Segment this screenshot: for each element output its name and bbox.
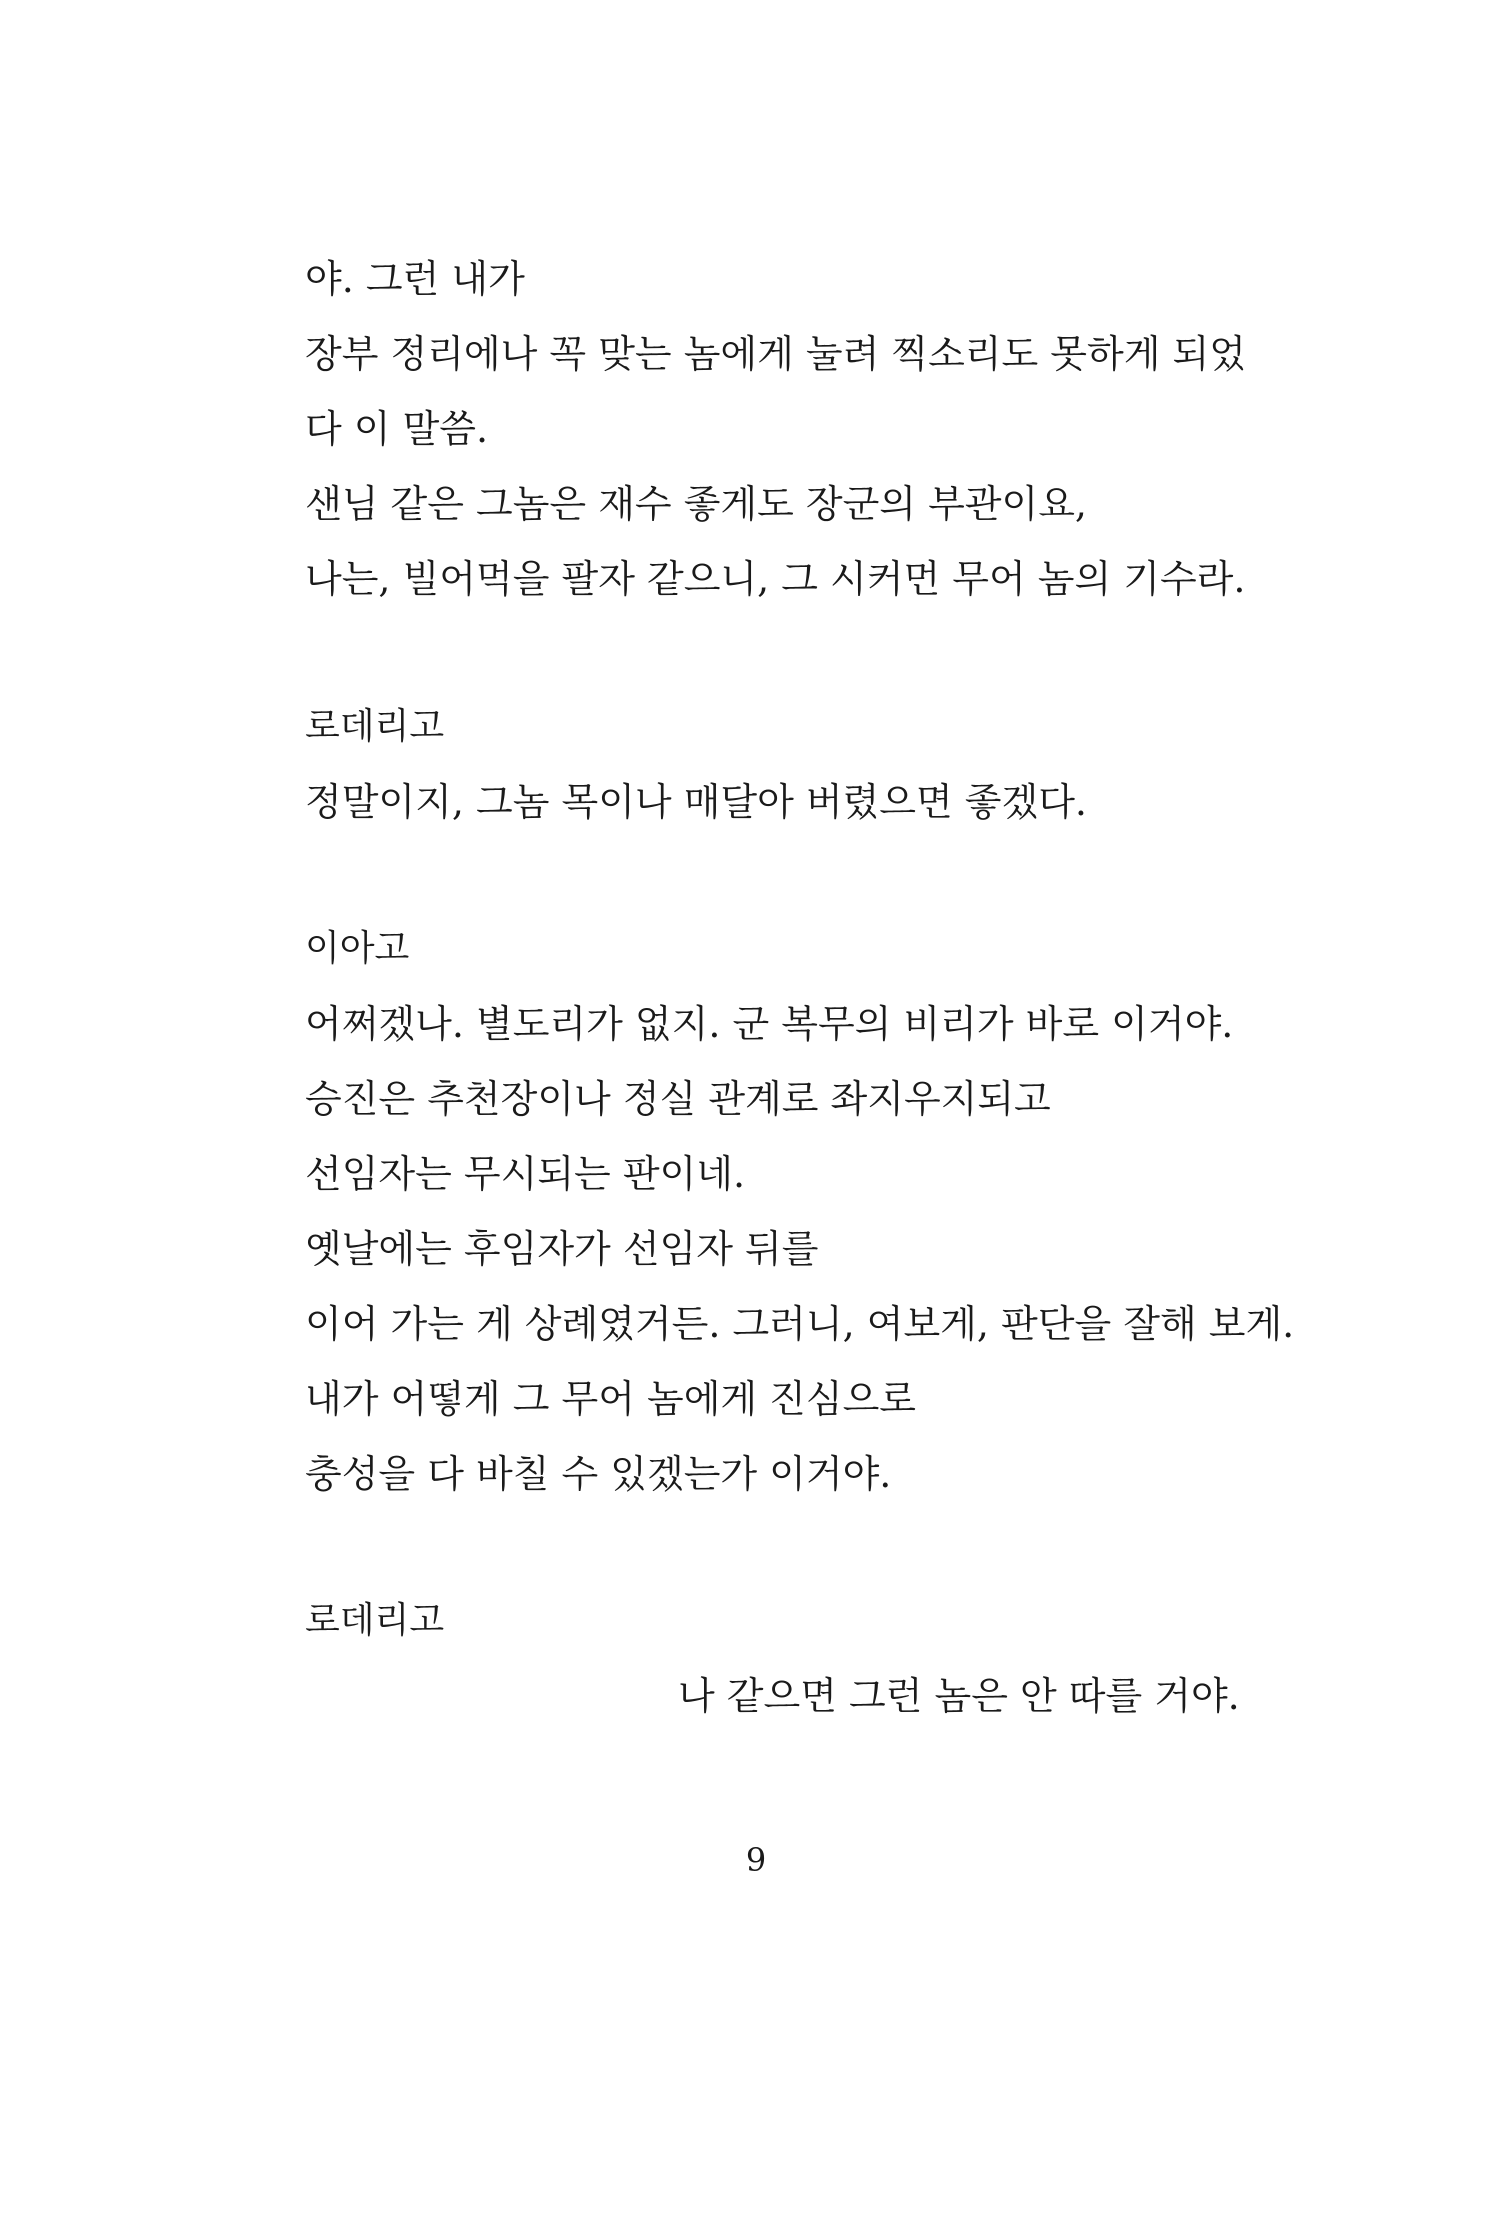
speaker-name: 이아고 bbox=[305, 928, 410, 969]
text-line: 충성을 다 바칠 수 있겠는가 이거야. bbox=[305, 1452, 892, 1496]
page-number: 9 bbox=[745, 1841, 767, 1879]
text-line: 나 같으면 그런 놈은 안 따를 거야. bbox=[678, 1674, 1240, 1718]
speaker-name: 로데리고 bbox=[305, 706, 445, 747]
text-line: 장부 정리에나 꼭 맞는 놈에게 눌려 찍소리도 못하게 되었 bbox=[305, 332, 1246, 376]
text-line: 샌님 같은 그놈은 재수 좋게도 장군의 부관이요, bbox=[305, 482, 1088, 526]
speaker-name: 로데리고 bbox=[305, 1600, 445, 1641]
text-line: 옛날에는 후임자가 선임자 뒤를 bbox=[305, 1227, 819, 1271]
text-line: 나는, 빌어먹을 팔자 같으니, 그 시커먼 무어 놈의 기수라. bbox=[305, 557, 1246, 601]
text-line: 다 이 말씀. bbox=[305, 407, 489, 451]
text-line: 야. 그런 내가 bbox=[305, 257, 525, 301]
text-line: 정말이지, 그놈 목이나 매달아 버렸으면 좋겠다. bbox=[305, 780, 1088, 824]
text-line: 승진은 추천장이나 정실 관계로 좌지우지되고 bbox=[305, 1077, 1051, 1121]
text-line: 내가 어떻게 그 무어 놈에게 진심으로 bbox=[305, 1377, 917, 1421]
text-line: 선임자는 무시되는 판이네. bbox=[305, 1152, 746, 1196]
text-line: 어쩌겠나. 별도리가 없지. 군 복무의 비리가 바로 이거야. bbox=[305, 1002, 1234, 1046]
text-line: 이어 가는 게 상례였거든. 그러니, 여보게, 판단을 잘해 보게. bbox=[305, 1302, 1295, 1346]
